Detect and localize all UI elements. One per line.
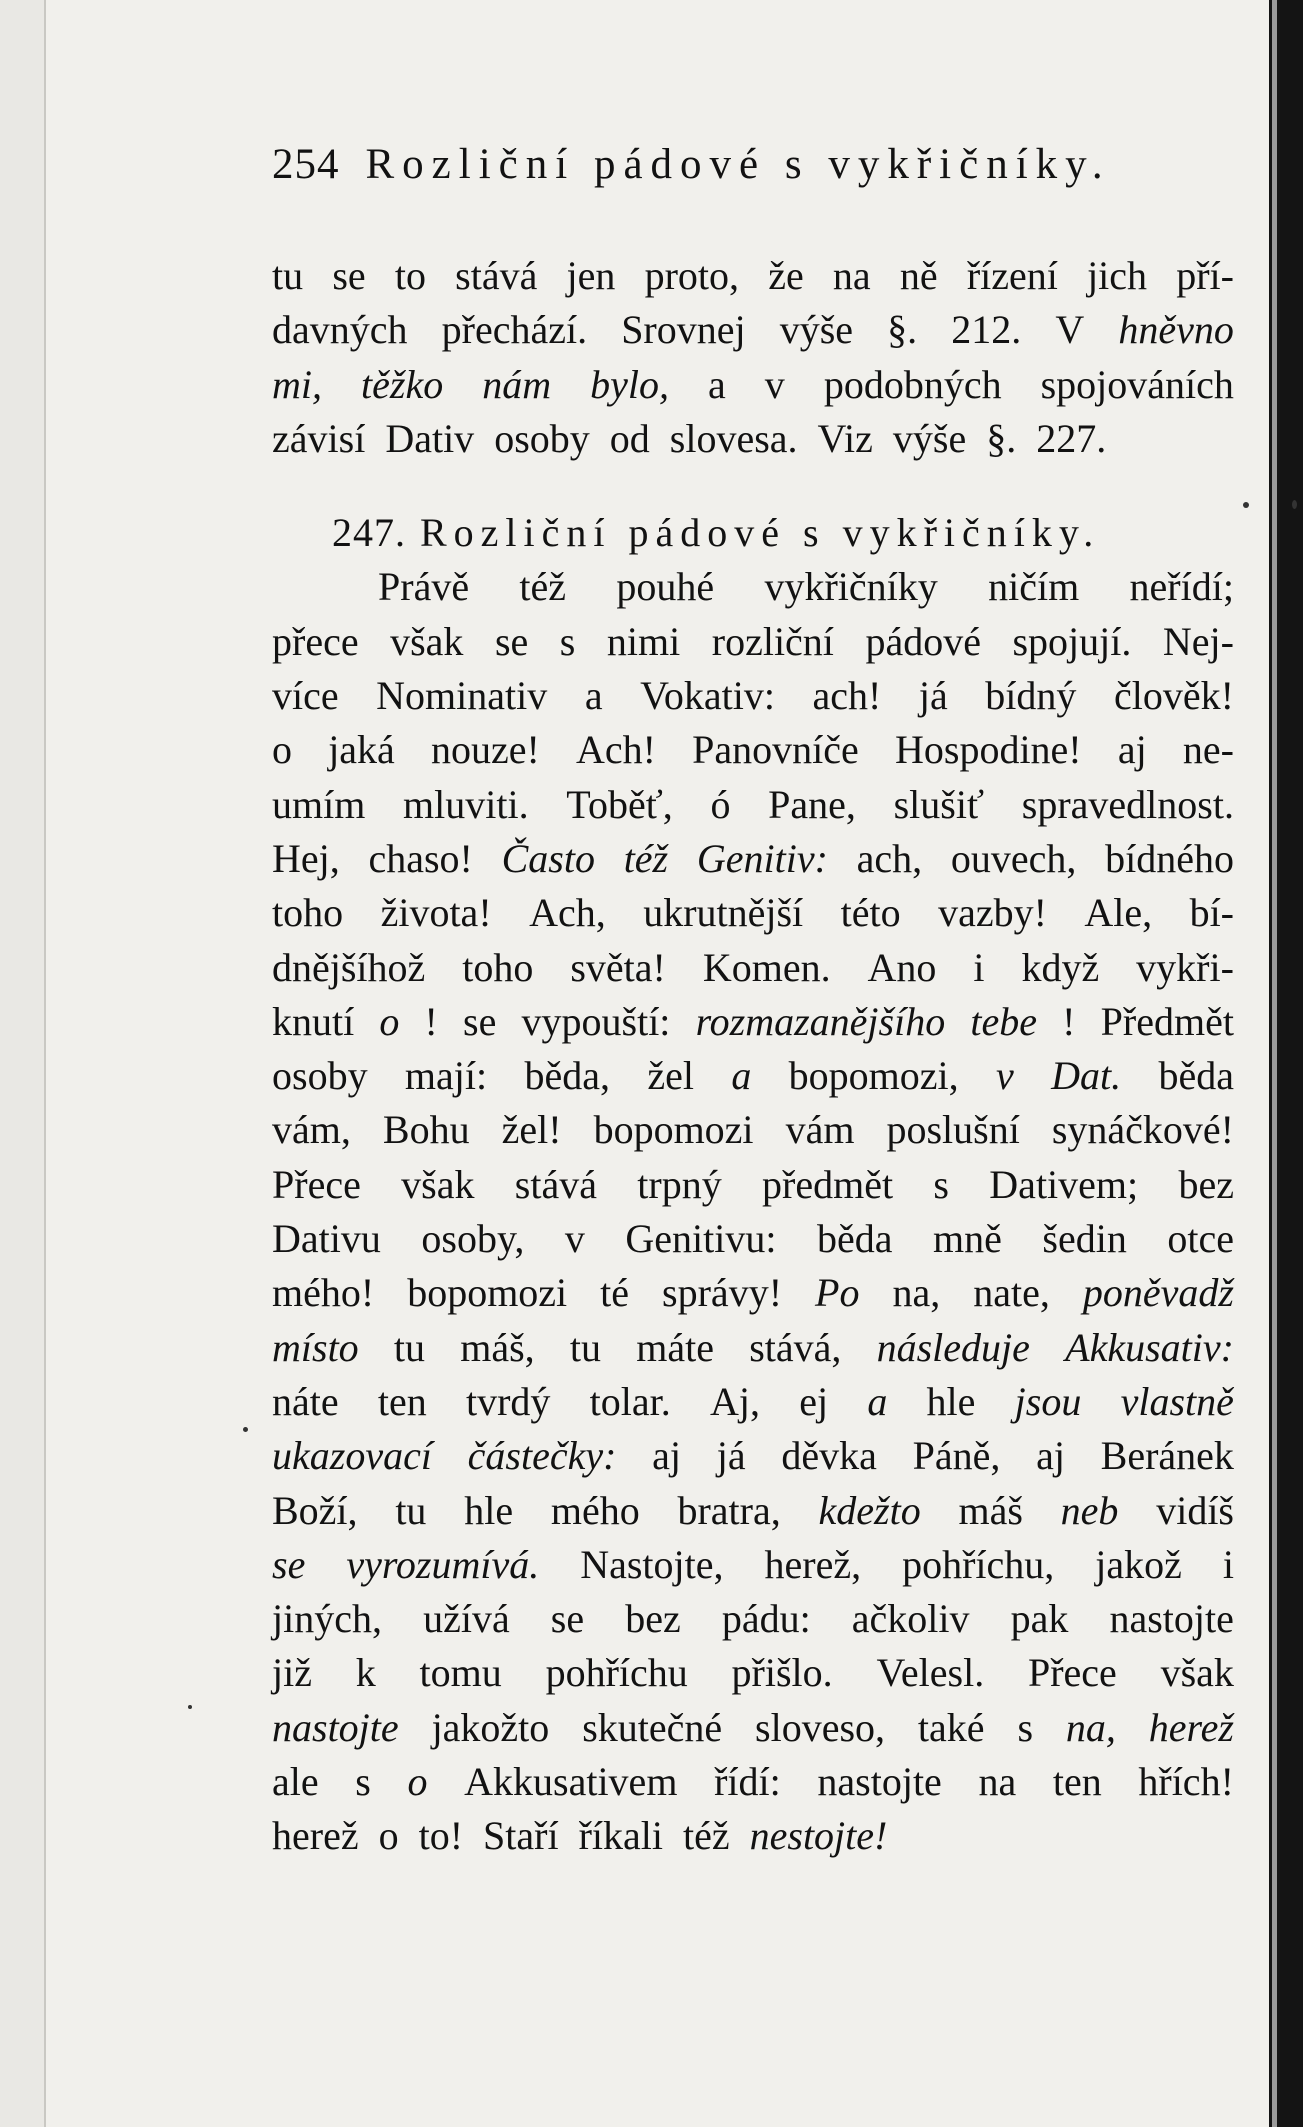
word: Hej, bbox=[272, 835, 340, 881]
word: nastojte bbox=[1109, 1596, 1234, 1642]
word: žel bbox=[647, 1053, 694, 1099]
word: poněvadž bbox=[1082, 1270, 1234, 1316]
word: vykři- bbox=[1136, 944, 1234, 990]
word: pak bbox=[1010, 1596, 1069, 1642]
word: vypouští: bbox=[521, 998, 671, 1044]
word: řízení bbox=[966, 253, 1058, 298]
word: bopomozi bbox=[593, 1107, 754, 1153]
word: na bbox=[832, 253, 871, 298]
word: Dat. bbox=[1051, 1053, 1122, 1099]
word: se bbox=[272, 1541, 306, 1587]
word: to! bbox=[418, 1813, 464, 1859]
word: přišlo. bbox=[731, 1650, 833, 1696]
word: tvrdý bbox=[465, 1378, 551, 1424]
section-number: 247. bbox=[332, 510, 406, 556]
page-number: 254 bbox=[272, 141, 340, 188]
word: že bbox=[768, 253, 804, 298]
word: pohříchu bbox=[545, 1650, 688, 1696]
word: vám, bbox=[272, 1107, 351, 1153]
word: ach, bbox=[856, 835, 923, 881]
speck-mark bbox=[1292, 500, 1297, 509]
word: náte bbox=[272, 1378, 339, 1424]
word: na bbox=[978, 1759, 1017, 1805]
word: Boží, bbox=[272, 1487, 358, 1533]
word: se bbox=[550, 1596, 585, 1642]
word: davných bbox=[272, 307, 408, 353]
word: synáčkové! bbox=[1051, 1107, 1234, 1153]
section-heading bbox=[272, 506, 1234, 560]
word: k bbox=[355, 1650, 376, 1696]
word: toho bbox=[462, 944, 534, 990]
word: přechází. bbox=[441, 307, 588, 353]
word: poslušní bbox=[886, 1107, 1020, 1153]
word: stává bbox=[514, 1161, 597, 1207]
word: Dativem; bbox=[989, 1161, 1139, 1207]
word: Právě bbox=[378, 564, 470, 610]
word: též bbox=[623, 835, 669, 881]
word: to bbox=[394, 253, 426, 298]
word: vám bbox=[785, 1107, 855, 1153]
text-line bbox=[272, 1375, 1234, 1429]
word: pohříchu, bbox=[902, 1541, 1055, 1587]
word: já bbox=[716, 1433, 746, 1479]
word: říkali bbox=[578, 1813, 663, 1859]
word: více bbox=[272, 673, 339, 719]
word: bratra, bbox=[677, 1487, 781, 1533]
word: též bbox=[683, 1813, 730, 1859]
word: bídný bbox=[985, 673, 1077, 719]
word: Pane, bbox=[768, 781, 856, 827]
word: žel! bbox=[501, 1107, 562, 1153]
word: bez bbox=[625, 1596, 681, 1642]
word: rozliční bbox=[711, 618, 834, 664]
word: sloveso, bbox=[755, 1704, 886, 1750]
word: předmět bbox=[762, 1161, 894, 1207]
word: i bbox=[973, 944, 985, 990]
running-header bbox=[272, 140, 1234, 189]
word: běda, bbox=[524, 1053, 610, 1099]
word: s bbox=[559, 618, 576, 664]
word: hle bbox=[926, 1378, 976, 1424]
word: Genitivu: bbox=[625, 1216, 777, 1262]
word: vazby! bbox=[938, 890, 1047, 936]
word: ej bbox=[799, 1378, 829, 1424]
word: Ach, bbox=[529, 890, 606, 936]
word: spojováních bbox=[1040, 361, 1234, 407]
text-line bbox=[272, 1429, 1234, 1483]
word: osoby bbox=[494, 415, 590, 461]
word: spravedlnost. bbox=[1021, 781, 1234, 827]
word: chaso! bbox=[368, 835, 473, 881]
word: však bbox=[401, 1161, 475, 1207]
word: ne- bbox=[1182, 727, 1234, 773]
word: však bbox=[1160, 1650, 1234, 1696]
word: ničím bbox=[988, 564, 1080, 610]
word: vyrozumívá. bbox=[346, 1541, 540, 1587]
running-title: Rozliční pádové s vykřičníky. bbox=[365, 141, 1111, 188]
word: ukrutnější bbox=[643, 890, 804, 936]
text-line bbox=[272, 1321, 1234, 1375]
page-gutter bbox=[0, 0, 46, 2127]
word: bídného bbox=[1105, 835, 1234, 881]
word: od bbox=[609, 415, 650, 461]
text-line bbox=[272, 1212, 1234, 1266]
word: kdežto bbox=[818, 1487, 921, 1533]
word: §. bbox=[887, 307, 918, 353]
word: běda bbox=[1158, 1053, 1234, 1099]
word: nastojte bbox=[272, 1704, 399, 1750]
word: proto, bbox=[644, 253, 740, 298]
word: ! bbox=[1062, 998, 1076, 1044]
word: v bbox=[995, 1053, 1014, 1099]
word: následuje bbox=[876, 1324, 1030, 1370]
word: tu bbox=[393, 1324, 426, 1370]
word: Nominativ bbox=[376, 673, 548, 719]
word: Páně, bbox=[912, 1433, 1001, 1479]
word: 227. bbox=[1036, 415, 1107, 461]
text-line bbox=[272, 1049, 1234, 1103]
word: aj bbox=[1036, 1433, 1065, 1479]
word: tu bbox=[569, 1324, 602, 1370]
word: nám bbox=[482, 361, 552, 407]
word: slušiť bbox=[893, 781, 985, 827]
word: Ano bbox=[867, 944, 937, 990]
word: světa! bbox=[570, 944, 666, 990]
text-line bbox=[272, 560, 1234, 614]
word: o bbox=[407, 1759, 428, 1805]
text-line bbox=[272, 832, 1234, 886]
word: závisí bbox=[272, 415, 366, 461]
word: tu bbox=[272, 253, 304, 298]
word: již bbox=[272, 1650, 312, 1696]
word: Přece bbox=[1027, 1650, 1117, 1696]
word: máte bbox=[636, 1324, 714, 1370]
word: já bbox=[918, 673, 948, 719]
word: děvka bbox=[781, 1433, 877, 1479]
word: neb bbox=[1060, 1487, 1119, 1533]
word: pří- bbox=[1176, 253, 1234, 298]
word: Akkusativem bbox=[464, 1759, 678, 1805]
word: toho bbox=[272, 890, 344, 936]
word: osoby, bbox=[421, 1216, 525, 1262]
word: herež bbox=[272, 1813, 359, 1859]
word: Panovníče bbox=[692, 727, 859, 773]
text-line bbox=[272, 1809, 1234, 1863]
word: nouze! bbox=[431, 727, 540, 773]
word: o bbox=[378, 1813, 399, 1859]
word: šedin bbox=[1042, 1216, 1127, 1262]
text-line bbox=[272, 1592, 1234, 1646]
word: s bbox=[1017, 1704, 1034, 1750]
word: v bbox=[564, 1216, 585, 1262]
page-content bbox=[272, 140, 1234, 1864]
word: jen bbox=[566, 253, 616, 298]
word: máš, bbox=[460, 1324, 535, 1370]
word: ! bbox=[424, 998, 438, 1044]
word: tebe bbox=[970, 998, 1038, 1044]
word: s bbox=[933, 1161, 949, 1207]
text-line bbox=[272, 615, 1234, 669]
word: spojují. bbox=[1012, 618, 1132, 664]
text-line bbox=[272, 886, 1234, 940]
word: jiných, bbox=[272, 1596, 382, 1642]
word: když bbox=[1021, 944, 1100, 990]
text-line bbox=[272, 1266, 1234, 1320]
speck-mark bbox=[188, 1705, 192, 1709]
word: o bbox=[272, 727, 292, 773]
word: ten bbox=[377, 1378, 427, 1424]
page-edge bbox=[1269, 0, 1303, 2127]
word: podobných bbox=[823, 361, 1002, 407]
text-line bbox=[272, 723, 1234, 777]
word: se bbox=[332, 253, 366, 298]
word: umím bbox=[272, 781, 366, 827]
word: stává bbox=[455, 253, 538, 298]
text-line bbox=[272, 1755, 1234, 1809]
word: hněvno bbox=[1118, 307, 1234, 353]
text-line bbox=[272, 778, 1234, 832]
word: se bbox=[463, 998, 497, 1044]
word: i bbox=[1222, 1541, 1234, 1587]
word: správy! bbox=[662, 1270, 783, 1316]
word: knutí bbox=[272, 998, 355, 1044]
word: ten bbox=[1052, 1759, 1102, 1805]
word: a bbox=[708, 361, 726, 407]
word: a bbox=[584, 673, 603, 719]
word: nimi bbox=[606, 618, 681, 664]
text-line bbox=[272, 358, 1234, 412]
word: hle bbox=[464, 1487, 514, 1533]
word: Komen. bbox=[702, 944, 831, 990]
word: s bbox=[355, 1759, 371, 1805]
word: jich bbox=[1087, 253, 1148, 298]
word: jaká bbox=[328, 727, 395, 773]
section-title: Rozliční pádové s vykřičníky. bbox=[420, 510, 1101, 556]
text-line bbox=[272, 1484, 1234, 1538]
word: ouvech, bbox=[950, 835, 1077, 881]
word: však bbox=[390, 618, 464, 664]
text-line bbox=[272, 669, 1234, 723]
word: Po bbox=[815, 1270, 860, 1316]
word: v bbox=[764, 361, 785, 407]
word: mluviti. bbox=[403, 781, 529, 827]
word: bylo, bbox=[590, 361, 669, 407]
word: a bbox=[731, 1053, 752, 1099]
text-line bbox=[272, 995, 1234, 1049]
text-line bbox=[272, 941, 1234, 995]
text-line bbox=[272, 1538, 1234, 1592]
word: rozmazanějšího bbox=[695, 998, 946, 1044]
word: jakožto bbox=[431, 1704, 550, 1750]
text-line bbox=[272, 1701, 1234, 1755]
word: mého! bbox=[272, 1270, 375, 1316]
word: Nej- bbox=[1162, 618, 1234, 664]
word: přece bbox=[272, 618, 359, 664]
word: dnějšíhož bbox=[272, 944, 426, 990]
word: běda bbox=[817, 1216, 893, 1262]
word: neřídí; bbox=[1129, 564, 1234, 610]
continuation-paragraph bbox=[272, 249, 1234, 466]
word: řídí: bbox=[714, 1759, 781, 1805]
word: bopomozi bbox=[407, 1270, 568, 1316]
word: tolar. bbox=[589, 1378, 671, 1424]
word: a bbox=[867, 1378, 888, 1424]
word: V bbox=[1055, 307, 1085, 353]
word: Dativu bbox=[272, 1216, 381, 1262]
word: jsou bbox=[1014, 1378, 1082, 1424]
word: osoby bbox=[272, 1053, 368, 1099]
word: Předmět bbox=[1100, 998, 1234, 1044]
text-line bbox=[272, 412, 1234, 466]
word: 212. bbox=[951, 307, 1022, 353]
text-line bbox=[272, 249, 1234, 303]
word: stává, bbox=[749, 1324, 842, 1370]
word: ačkoliv bbox=[851, 1596, 970, 1642]
word: Hospodine! bbox=[894, 727, 1082, 773]
word: ale bbox=[272, 1759, 319, 1805]
word: Vokativ: bbox=[640, 673, 775, 719]
word: Beránek bbox=[1100, 1433, 1234, 1479]
word: této bbox=[840, 890, 901, 936]
word: aj bbox=[1117, 727, 1147, 773]
word: života! bbox=[380, 890, 492, 936]
body-paragraph bbox=[272, 560, 1234, 1863]
word: také bbox=[917, 1704, 985, 1750]
word: Ach! bbox=[576, 727, 656, 773]
word: nate, bbox=[973, 1270, 1050, 1316]
text-line bbox=[272, 1646, 1234, 1700]
word: Dativ bbox=[385, 415, 475, 461]
word: člověk! bbox=[1113, 673, 1234, 719]
word: Bohu bbox=[382, 1107, 470, 1153]
word: Staří bbox=[483, 1813, 559, 1859]
word: §. bbox=[986, 415, 1017, 461]
word: tu bbox=[395, 1487, 427, 1533]
word: Toběť, bbox=[566, 781, 673, 827]
word: máš bbox=[958, 1487, 1023, 1533]
word: bez bbox=[1178, 1161, 1234, 1207]
word: vidíš bbox=[1156, 1487, 1234, 1533]
word: Přece bbox=[272, 1161, 361, 1207]
text-line bbox=[272, 1158, 1234, 1212]
word: ach! bbox=[812, 673, 882, 719]
word: otce bbox=[1167, 1216, 1234, 1262]
word: výše bbox=[779, 307, 854, 353]
word: ukazovací bbox=[272, 1433, 432, 1479]
word: Nastojte, bbox=[580, 1541, 724, 1587]
word: slovesa. bbox=[669, 415, 798, 461]
speck-mark bbox=[1243, 502, 1249, 508]
word: vykřičníky bbox=[764, 564, 938, 610]
word: těžko bbox=[361, 361, 444, 407]
word: ó bbox=[710, 781, 731, 827]
word: Viz bbox=[817, 415, 873, 461]
word: částečky: bbox=[467, 1433, 617, 1479]
word: Akkusativ: bbox=[1065, 1324, 1234, 1370]
word: herež, bbox=[764, 1541, 862, 1587]
word: bopomozi, bbox=[788, 1053, 959, 1099]
word: mého bbox=[550, 1487, 640, 1533]
word: na, bbox=[1065, 1704, 1116, 1750]
word: vlastně bbox=[1120, 1378, 1234, 1424]
word: mně bbox=[933, 1216, 1002, 1262]
word: bí- bbox=[1189, 890, 1234, 936]
speck-mark bbox=[243, 1427, 248, 1432]
text-line bbox=[272, 303, 1234, 357]
word: jakož bbox=[1095, 1541, 1182, 1587]
word: nestojte! bbox=[749, 1813, 888, 1859]
word: Velesl. bbox=[876, 1650, 985, 1696]
word: ně bbox=[899, 253, 938, 298]
word: místo bbox=[272, 1324, 359, 1370]
word: pouhé bbox=[616, 564, 715, 610]
text-line bbox=[272, 1103, 1234, 1157]
word: skutečné bbox=[582, 1704, 723, 1750]
word: nastojte bbox=[817, 1759, 942, 1805]
word: o bbox=[379, 998, 400, 1044]
word: aj bbox=[652, 1433, 682, 1479]
word: na, bbox=[892, 1270, 941, 1316]
word: trpný bbox=[637, 1161, 722, 1207]
word: mají: bbox=[404, 1053, 488, 1099]
word: užívá bbox=[423, 1596, 510, 1642]
word: Často bbox=[501, 835, 595, 881]
word: té bbox=[600, 1270, 630, 1316]
word: pádu: bbox=[721, 1596, 811, 1642]
word: pádové bbox=[865, 618, 981, 664]
word: hřích! bbox=[1138, 1759, 1234, 1805]
word: mi, bbox=[272, 361, 322, 407]
word: Aj, bbox=[709, 1378, 760, 1424]
word: Genitiv: bbox=[696, 835, 828, 881]
word: se bbox=[494, 618, 529, 664]
word: Ale, bbox=[1084, 890, 1153, 936]
word: výše bbox=[892, 415, 967, 461]
word: herež bbox=[1148, 1704, 1234, 1750]
word: tomu bbox=[419, 1650, 502, 1696]
word: Srovnej bbox=[621, 307, 746, 353]
word: též bbox=[519, 564, 567, 610]
